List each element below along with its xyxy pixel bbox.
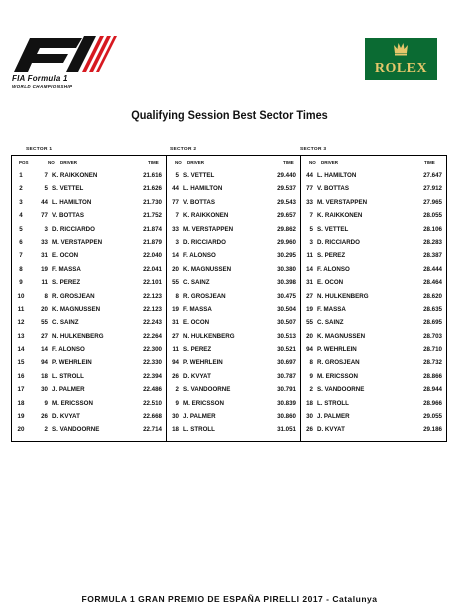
time-cell: 28.464 <box>423 279 442 287</box>
time-cell: 29.657 <box>277 212 296 220</box>
car-number-cell: 33 <box>172 225 179 233</box>
time-cell: 28.106 <box>423 225 442 233</box>
time-cell: 28.866 <box>423 372 442 380</box>
pos-cell: 4 <box>19 212 23 220</box>
driver-cell: D. RICCIARDO <box>317 238 360 246</box>
sector-3-label: SECTOR 3 <box>300 147 327 152</box>
time-cell: 28.944 <box>423 386 442 394</box>
pos-cell: 10 <box>17 292 25 300</box>
time-cell: 22.040 <box>143 252 162 260</box>
car-number-cell: 18 <box>41 372 48 380</box>
car-number-cell: 9 <box>175 399 179 407</box>
table-row <box>301 423 447 436</box>
table-row <box>167 343 300 356</box>
car-number-cell: 55 <box>41 319 48 327</box>
f1-logo <box>10 32 120 92</box>
table-row <box>12 249 166 262</box>
car-number-cell: 94 <box>172 359 179 367</box>
table-row <box>301 263 447 276</box>
car-number-cell: 5 <box>44 185 48 193</box>
table-row <box>301 410 447 423</box>
car-number-cell: 5 <box>175 172 179 179</box>
driver-cell: F. ALONSO <box>52 346 85 354</box>
driver-cell: D. KVYAT <box>52 413 80 421</box>
driver-cell: M. ERICSSON <box>183 399 224 407</box>
table-row <box>301 383 447 396</box>
sector-times-table <box>11 155 447 442</box>
time-cell: 22.123 <box>143 292 162 300</box>
pos-cell: 18 <box>17 399 25 407</box>
header-time: TIME <box>424 160 435 165</box>
driver-cell: S. PEREZ <box>317 252 346 260</box>
driver-cell: R. GROSJEAN <box>183 292 226 300</box>
car-number-cell: 19 <box>306 305 313 313</box>
time-cell: 30.860 <box>277 413 296 421</box>
table-row <box>167 182 300 195</box>
driver-cell: L. STROLL <box>317 399 349 407</box>
time-cell: 27.965 <box>423 198 442 206</box>
time-cell: 29.055 <box>423 413 442 421</box>
car-number-cell: 94 <box>41 359 48 367</box>
time-cell: 28.695 <box>423 319 442 327</box>
header-no: NO <box>309 160 316 165</box>
table-row <box>167 303 300 316</box>
crown-icon <box>393 41 409 57</box>
driver-cell: J. PALMER <box>183 413 216 421</box>
driver-cell: S. PEREZ <box>52 279 81 287</box>
car-number-cell: 5 <box>309 225 313 233</box>
table-row <box>301 343 447 356</box>
sector-3-rows <box>301 169 447 437</box>
time-cell: 28.283 <box>423 238 442 246</box>
car-number-cell: 7 <box>175 212 179 220</box>
car-number-cell: 14 <box>172 252 179 260</box>
car-number-cell: 94 <box>306 346 313 354</box>
logo-brand-text: FIA Formula 1 <box>12 74 68 83</box>
car-number-cell: 3 <box>44 225 48 233</box>
logo-sub-text: WORLD CHAMPIONSHIP <box>12 84 73 89</box>
driver-cell: E. OCON <box>52 252 79 260</box>
driver-cell: C. SAINZ <box>183 279 210 287</box>
table-row <box>12 423 166 436</box>
driver-cell: K. RAIKKONEN <box>52 172 98 179</box>
time-cell: 31.051 <box>277 426 296 434</box>
car-number-cell: 31 <box>306 279 313 287</box>
driver-cell: M. VERSTAPPEN <box>52 238 103 246</box>
driver-cell: V. BOTTAS <box>317 185 349 193</box>
pos-cell: 12 <box>17 319 25 327</box>
pos-cell: 9 <box>19 279 23 287</box>
table-row <box>12 330 166 343</box>
sector-2-rows <box>167 169 300 437</box>
table-row <box>301 249 447 262</box>
time-cell: 27.647 <box>423 172 442 179</box>
table-row <box>167 370 300 383</box>
pos-cell: 16 <box>17 372 25 380</box>
car-number-cell: 9 <box>309 372 313 380</box>
table-row <box>167 276 300 289</box>
time-cell: 22.714 <box>143 426 162 434</box>
driver-cell: K. RAIKKONEN <box>183 212 229 220</box>
header-driver: DRIVER <box>60 160 78 165</box>
car-number-cell: 31 <box>172 319 179 327</box>
time-cell: 22.041 <box>143 265 162 273</box>
driver-cell: P. WEHRLEIN <box>183 359 223 367</box>
sector-1-column <box>12 156 167 441</box>
car-number-cell: 55 <box>172 279 179 287</box>
driver-cell: V. BOTTAS <box>183 198 215 206</box>
sector-1-label: SECTOR 1 <box>26 147 53 152</box>
time-cell: 27.912 <box>423 185 442 193</box>
time-cell: 28.966 <box>423 399 442 407</box>
table-row <box>12 343 166 356</box>
car-number-cell: 2 <box>175 386 179 394</box>
car-number-cell: 31 <box>41 252 48 260</box>
car-number-cell: 3 <box>175 238 179 246</box>
pos-cell: 11 <box>17 305 25 313</box>
driver-cell: S. VETTEL <box>317 225 349 233</box>
f1-logo-mark <box>10 32 120 74</box>
car-number-cell: 2 <box>44 426 48 434</box>
time-cell: 28.703 <box>423 332 442 340</box>
time-cell: 28.620 <box>423 292 442 300</box>
time-cell: 30.295 <box>277 252 296 260</box>
time-cell: 21.626 <box>143 185 162 193</box>
car-number-cell: 7 <box>44 172 48 179</box>
driver-cell: L. HAMILTON <box>52 198 92 206</box>
table-row <box>12 356 166 369</box>
driver-cell: D. KVYAT <box>183 372 211 380</box>
car-number-cell: 11 <box>41 279 48 287</box>
time-cell: 29.960 <box>277 238 296 246</box>
time-cell: 22.101 <box>143 279 162 287</box>
driver-cell: S. VANDOORNE <box>52 426 100 434</box>
table-row <box>167 263 300 276</box>
table-row <box>301 196 447 209</box>
sponsor-text: ROLEX <box>374 61 428 76</box>
table-row <box>167 423 300 436</box>
table-row <box>301 223 447 236</box>
car-number-cell: 20 <box>41 305 48 313</box>
pos-cell: 14 <box>17 346 25 354</box>
header-no: NO <box>48 160 55 165</box>
page-title: Qualifying Session Best Sector Times <box>131 110 328 122</box>
table-row <box>301 290 447 303</box>
driver-cell: M. ERICSSON <box>52 399 93 407</box>
car-number-cell: 27 <box>172 332 179 340</box>
table-row <box>167 196 300 209</box>
car-number-cell: 2 <box>309 386 313 394</box>
table-row <box>12 303 166 316</box>
driver-cell: J. PALMER <box>52 386 85 394</box>
table-row <box>167 249 300 262</box>
time-cell: 21.616 <box>143 172 162 179</box>
driver-cell: C. SAINZ <box>317 319 344 327</box>
driver-cell: S. PEREZ <box>183 346 212 354</box>
time-cell: 28.635 <box>423 305 442 313</box>
car-number-cell: 8 <box>44 292 48 300</box>
driver-cell: N. HULKENBERG <box>183 332 235 340</box>
time-cell: 28.444 <box>423 265 442 273</box>
car-number-cell: 14 <box>41 346 48 354</box>
driver-cell: L. STROLL <box>183 426 215 434</box>
car-number-cell: 18 <box>306 399 313 407</box>
table-row <box>167 236 300 249</box>
time-cell: 30.507 <box>277 319 296 327</box>
car-number-cell: 14 <box>306 265 313 273</box>
rolex-logo <box>365 38 437 80</box>
car-number-cell: 30 <box>306 413 313 421</box>
car-number-cell: 44 <box>306 172 313 179</box>
table-row <box>167 209 300 222</box>
time-cell: 29.186 <box>423 426 442 434</box>
car-number-cell: 77 <box>41 212 48 220</box>
table-row <box>301 182 447 195</box>
pos-cell: 3 <box>19 198 23 206</box>
time-cell: 22.486 <box>143 386 162 394</box>
car-number-cell: 18 <box>172 426 179 434</box>
driver-cell: E. OCON <box>317 279 344 287</box>
driver-cell: M. ERICSSON <box>317 372 358 380</box>
time-cell: 30.504 <box>277 305 296 313</box>
driver-cell: J. PALMER <box>317 413 350 421</box>
time-cell: 28.055 <box>423 212 442 220</box>
table-row <box>12 209 166 222</box>
table-row <box>301 316 447 329</box>
car-number-cell: 44 <box>172 185 179 193</box>
driver-cell: F. MASSA <box>317 305 346 313</box>
table-row <box>167 223 300 236</box>
time-cell: 30.787 <box>277 372 296 380</box>
driver-cell: E. OCON <box>183 319 210 327</box>
table-row <box>12 290 166 303</box>
car-number-cell: 30 <box>41 386 48 394</box>
time-cell: 30.513 <box>277 332 296 340</box>
driver-cell: K. MAGNUSSEN <box>317 332 366 340</box>
driver-cell: F. ALONSO <box>183 252 216 260</box>
table-row <box>12 276 166 289</box>
table-row <box>301 169 447 182</box>
sector-1-rows <box>12 169 166 437</box>
pos-cell: 19 <box>17 413 25 421</box>
driver-cell: L. HAMILTON <box>183 185 223 193</box>
time-cell: 30.398 <box>277 279 296 287</box>
time-cell: 21.874 <box>143 225 162 233</box>
time-cell: 30.475 <box>277 292 296 300</box>
driver-cell: F. MASSA <box>183 305 212 313</box>
driver-cell: F. MASSA <box>52 265 81 273</box>
table-row <box>12 383 166 396</box>
pos-cell: 20 <box>17 426 25 434</box>
table-row <box>167 397 300 410</box>
car-number-cell: 77 <box>172 198 179 206</box>
pos-cell: 13 <box>17 332 25 340</box>
pos-cell: 8 <box>19 265 23 273</box>
table-row <box>12 196 166 209</box>
table-row <box>167 356 300 369</box>
driver-cell: D. KVYAT <box>317 426 345 434</box>
table-row <box>301 209 447 222</box>
car-number-cell: 19 <box>41 265 48 273</box>
driver-cell: R. GROSJEAN <box>317 359 360 367</box>
car-number-cell: 20 <box>306 332 313 340</box>
time-cell: 22.510 <box>143 399 162 407</box>
car-number-cell: 11 <box>172 346 179 354</box>
driver-cell: R. GROSJEAN <box>52 292 95 300</box>
car-number-cell: 26 <box>306 426 313 434</box>
driver-cell: F. ALONSO <box>317 265 350 273</box>
table-row <box>301 356 447 369</box>
table-row <box>167 383 300 396</box>
table-row <box>301 236 447 249</box>
car-number-cell: 19 <box>172 305 179 313</box>
table-row <box>301 330 447 343</box>
car-number-cell: 27 <box>306 292 313 300</box>
car-number-cell: 27 <box>41 332 48 340</box>
pos-cell: 7 <box>19 252 23 260</box>
driver-cell: D. RICCIARDO <box>183 238 226 246</box>
table-row <box>167 410 300 423</box>
table-row <box>167 330 300 343</box>
time-cell: 28.387 <box>423 252 442 260</box>
driver-cell: S. VETTEL <box>52 185 84 193</box>
sector-2-label: SECTOR 2 <box>170 147 197 152</box>
driver-cell: L. HAMILTON <box>317 172 357 179</box>
driver-cell: S. VANDOORNE <box>183 386 231 394</box>
driver-cell: K. MAGNUSSEN <box>52 305 101 313</box>
time-cell: 29.537 <box>277 185 296 193</box>
pos-cell: 5 <box>19 225 23 233</box>
driver-cell: N. HULKENBERG <box>317 292 369 300</box>
driver-cell: P. WEHRLEIN <box>317 346 357 354</box>
table-row <box>12 223 166 236</box>
sector-3-column <box>301 156 447 441</box>
driver-cell: N. HULKENBERG <box>52 332 104 340</box>
car-number-cell: 33 <box>306 198 313 206</box>
time-cell: 30.839 <box>277 399 296 407</box>
header-time: TIME <box>283 160 294 165</box>
table-row <box>12 169 166 182</box>
table-row <box>301 303 447 316</box>
table-row <box>167 290 300 303</box>
time-cell: 21.730 <box>143 198 162 206</box>
time-cell: 22.668 <box>143 413 162 421</box>
car-number-cell: 9 <box>44 399 48 407</box>
pos-cell: 2 <box>19 185 23 193</box>
car-number-cell: 26 <box>41 413 48 421</box>
table-row <box>301 276 447 289</box>
pos-cell: 15 <box>17 359 25 367</box>
time-cell: 30.697 <box>277 359 296 367</box>
table-row <box>12 410 166 423</box>
driver-cell: K. RAIKKONEN <box>317 212 363 220</box>
time-cell: 21.879 <box>143 238 162 246</box>
car-number-cell: 20 <box>172 265 179 273</box>
table-row <box>12 263 166 276</box>
driver-cell: P. WEHRLEIN <box>52 359 92 367</box>
car-number-cell: 55 <box>306 319 313 327</box>
table-row <box>12 236 166 249</box>
time-cell: 29.543 <box>277 198 296 206</box>
header-no: NO <box>175 160 182 165</box>
time-cell: 22.330 <box>143 359 162 367</box>
time-cell: 30.380 <box>277 265 296 273</box>
driver-cell: C. SAINZ <box>52 319 79 327</box>
driver-cell: S. VANDOORNE <box>317 386 365 394</box>
header-pos: POS <box>19 160 29 165</box>
car-number-cell: 77 <box>306 185 313 193</box>
driver-cell: S. VETTEL <box>183 172 215 179</box>
time-cell: 22.123 <box>143 305 162 313</box>
table-row <box>12 397 166 410</box>
sector-2-column <box>167 156 301 441</box>
pos-cell: 17 <box>17 386 25 394</box>
time-cell: 21.752 <box>143 212 162 220</box>
time-cell: 29.440 <box>277 172 296 179</box>
time-cell: 28.710 <box>423 346 442 354</box>
time-cell: 22.264 <box>143 332 162 340</box>
car-number-cell: 11 <box>306 252 313 260</box>
car-number-cell: 7 <box>309 212 313 220</box>
time-cell: 30.521 <box>277 346 296 354</box>
time-cell: 22.300 <box>143 346 162 354</box>
car-number-cell: 8 <box>309 359 313 367</box>
header-driver: DRIVER <box>187 160 205 165</box>
header-time: TIME <box>148 160 159 165</box>
driver-cell: L. STROLL <box>52 372 84 380</box>
driver-cell: M. VERSTAPPEN <box>317 198 368 206</box>
time-cell: 29.862 <box>277 225 296 233</box>
time-cell: 22.243 <box>143 319 162 327</box>
driver-cell: V. BOTTAS <box>52 212 84 220</box>
time-cell: 22.394 <box>143 372 162 380</box>
car-number-cell: 3 <box>309 238 313 246</box>
table-row <box>167 316 300 329</box>
table-row <box>12 182 166 195</box>
footer-event-name: FORMULA 1 GRAN PREMIO DE ESPAÑA PIRELLI 2017 - Catalunya <box>81 594 378 604</box>
header-driver: DRIVER <box>321 160 339 165</box>
table-row <box>301 370 447 383</box>
pos-cell: 1 <box>19 172 23 179</box>
time-cell: 28.732 <box>423 359 442 367</box>
car-number-cell: 26 <box>172 372 179 380</box>
table-row <box>301 397 447 410</box>
table-row <box>12 316 166 329</box>
car-number-cell: 33 <box>41 238 48 246</box>
pos-cell: 6 <box>19 238 23 246</box>
car-number-cell: 44 <box>41 198 48 206</box>
car-number-cell: 30 <box>172 413 179 421</box>
driver-cell: K. MAGNUSSEN <box>183 265 232 273</box>
table-row <box>12 370 166 383</box>
driver-cell: M. VERSTAPPEN <box>183 225 234 233</box>
table-row <box>167 169 300 182</box>
driver-cell: D. RICCIARDO <box>52 225 95 233</box>
car-number-cell: 8 <box>175 292 179 300</box>
time-cell: 30.791 <box>277 386 296 394</box>
